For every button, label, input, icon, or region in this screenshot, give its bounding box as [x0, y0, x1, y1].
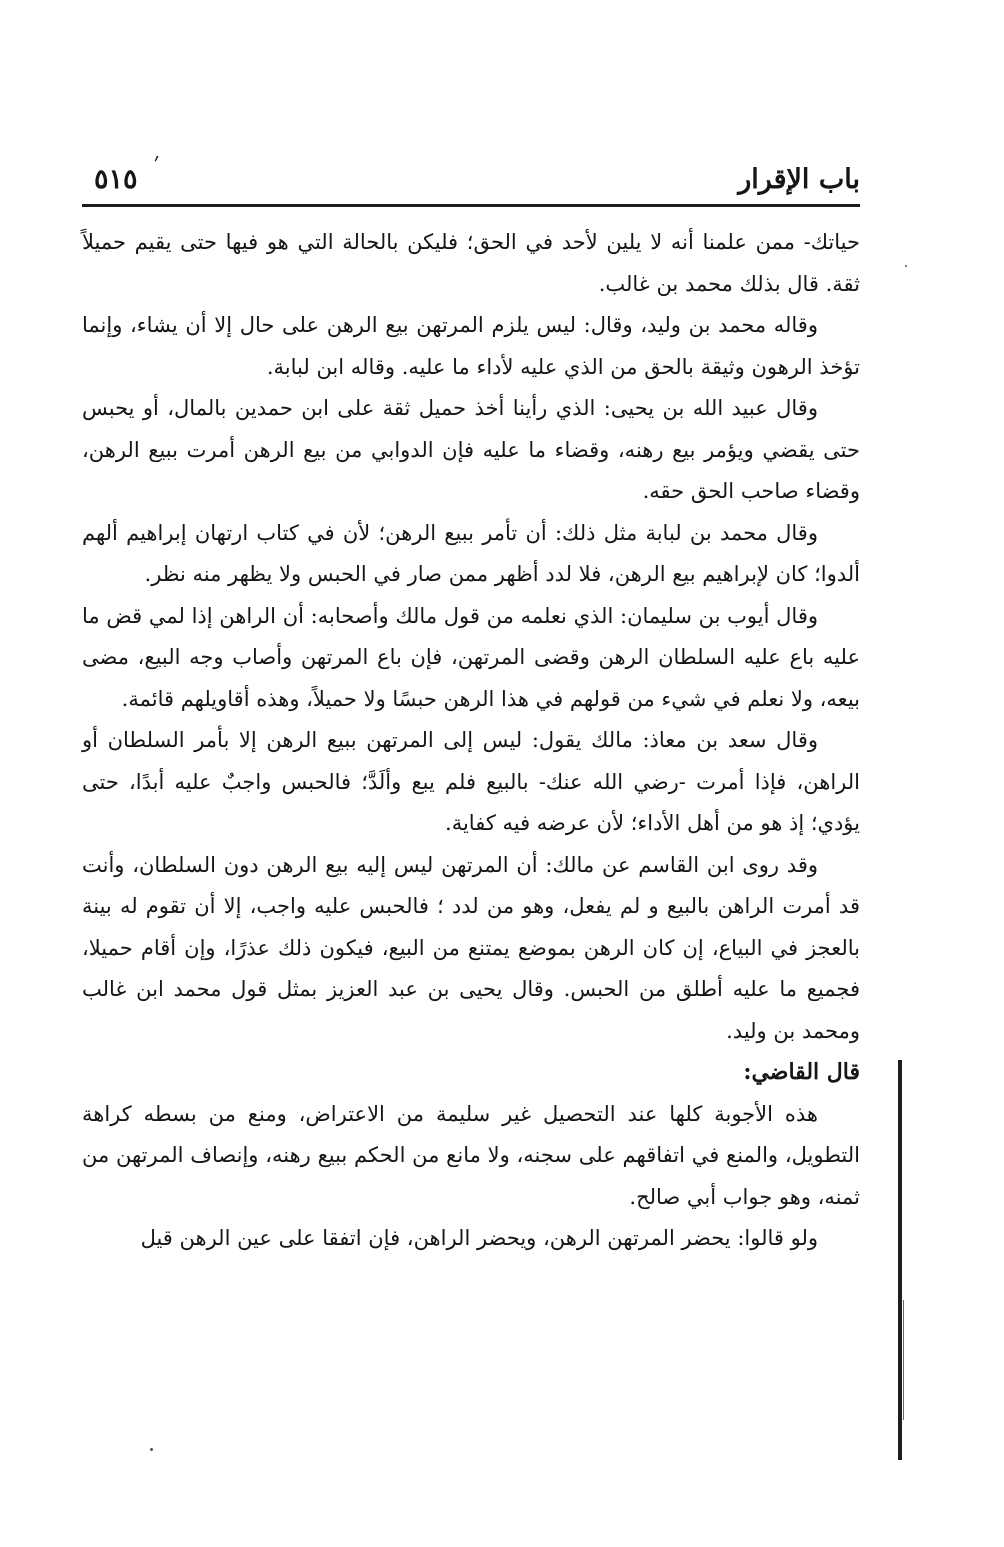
page-number: ٥١٥: [94, 164, 138, 195]
scan-edge-line: [903, 1300, 904, 1420]
paragraph-2: وقاله محمد بن وليد، وقال: ليس يلزم المرتهن بيع الرهن على حال إلا أن يشاء، وإنما تؤخذ الرهون وثيقة بالحق من الذي عليه لأداء ما عليه. وقاله ابن لبابة.: [82, 313, 860, 379]
scan-speck: [150, 1448, 153, 1451]
paragraph-7: وقد روى ابن القاسم عن مالك: أن المرتهن ليس إليه بيع الرهن دون السلطان، وأنت قد أمرت الراهن بالبيع و لم يفعل، وهو من لدد ؛ فالحبس عليه واجب، إلا أن تقوم له بينة بالعجز في البياع، إن كان الرهن بموضع يمتنع من البيع، فيكون ذلك عذرًا، وإن أقام حميلا، فجميع ما عليه أطلق من الحبس. وقال يحيى بن عبد العزيز بمثل قول محمد ابن غالب ومحمد بن وليد.: [82, 852, 860, 1043]
paragraph-4: وقال محمد بن لبابة مثل ذلك: أن تأمر ببيع الرهن؛ لأن في كتاب ارتهان إبراهيم ألهم ألدوا؛ كان لإبراهيم بيع الرهن، فلا لدد أظهر ممن صار في الحبس ولا يظهر منه نظر.: [82, 520, 860, 586]
paragraph-6: وقال سعد بن معاذ: مالك يقول: ليس إلى المرتهن ببيع الرهن إلا بأمر السلطان أو الراهن، فإذا أمرت -رضي الله عنك- بالبيع فلم يبع وألَدَّ؛ فالحبس واجبٌ عليه أبدًا، حتى يؤدي؛ إذ هو من أهل الأداء؛ لأن عرضه فيه كفاية.: [82, 728, 860, 835]
paragraph-3: وقال عبيد الله بن يحيى: الذي رأينا أخذ حميل ثقة على ابن حمدين بالمال، أو يحبس حتى يقضي ويؤمر بيع رهنه، وقضاء ما عليه فإن الدوابي من بيع الرهن أمرت ببيع الرهن، وقضاء صاحب الحق حقه.: [82, 396, 860, 503]
paragraph-8: هذه الأجوبة كلها عند التحصيل غير سليمة من الاعتراض، ومنع من بسطه كراهة التطويل، والمنع في اتفاقهم على سجنه، ولا مانع من الحكم ببيع رهنه، وإنصاف المرتهن من ثمنه، وهو جواب أبي صالح.: [82, 1101, 860, 1209]
header-divider: [82, 204, 860, 207]
body-text: [82, 222, 860, 1260]
scan-edge-bar: [898, 1060, 902, 1460]
scan-speck: [905, 265, 907, 267]
paragraph-1: حياتك- ممن علمنا أنه لا يلين لأحد في الحق؛ فليكن بالحالة التي هو فيها حتى يقيم حميلاً ثقة. قال بذلك محمد بن غالب.: [82, 230, 860, 296]
section-heading-qadi: قال القاضي:: [743, 1059, 860, 1085]
paragraph-9: ولو قالوا: يحضر المرتهن الرهن، ويحضر الراهن، فإن اتفقا على عين الرهن قيل: [140, 1226, 818, 1250]
paragraph-5: وقال أيوب بن سليمان: الذي نعلمه من قول مالك وأصحابه: أن الراهن إذا لمي قض ما عليه باع عليه السلطان الرهن وقضى المرتهن، فإن باع المرتهن وأصاب وجه البيع، مضى بيعه، ولا نعلم في شيء من قولهم في هذا الرهن حبسًا ولا حميلاً، وهذه أقاويلهم قائمة.: [82, 603, 860, 711]
page-header: [82, 160, 860, 200]
margin-tick-mark: ׳: [154, 148, 160, 174]
chapter-title: باب الإقرار: [738, 164, 860, 195]
